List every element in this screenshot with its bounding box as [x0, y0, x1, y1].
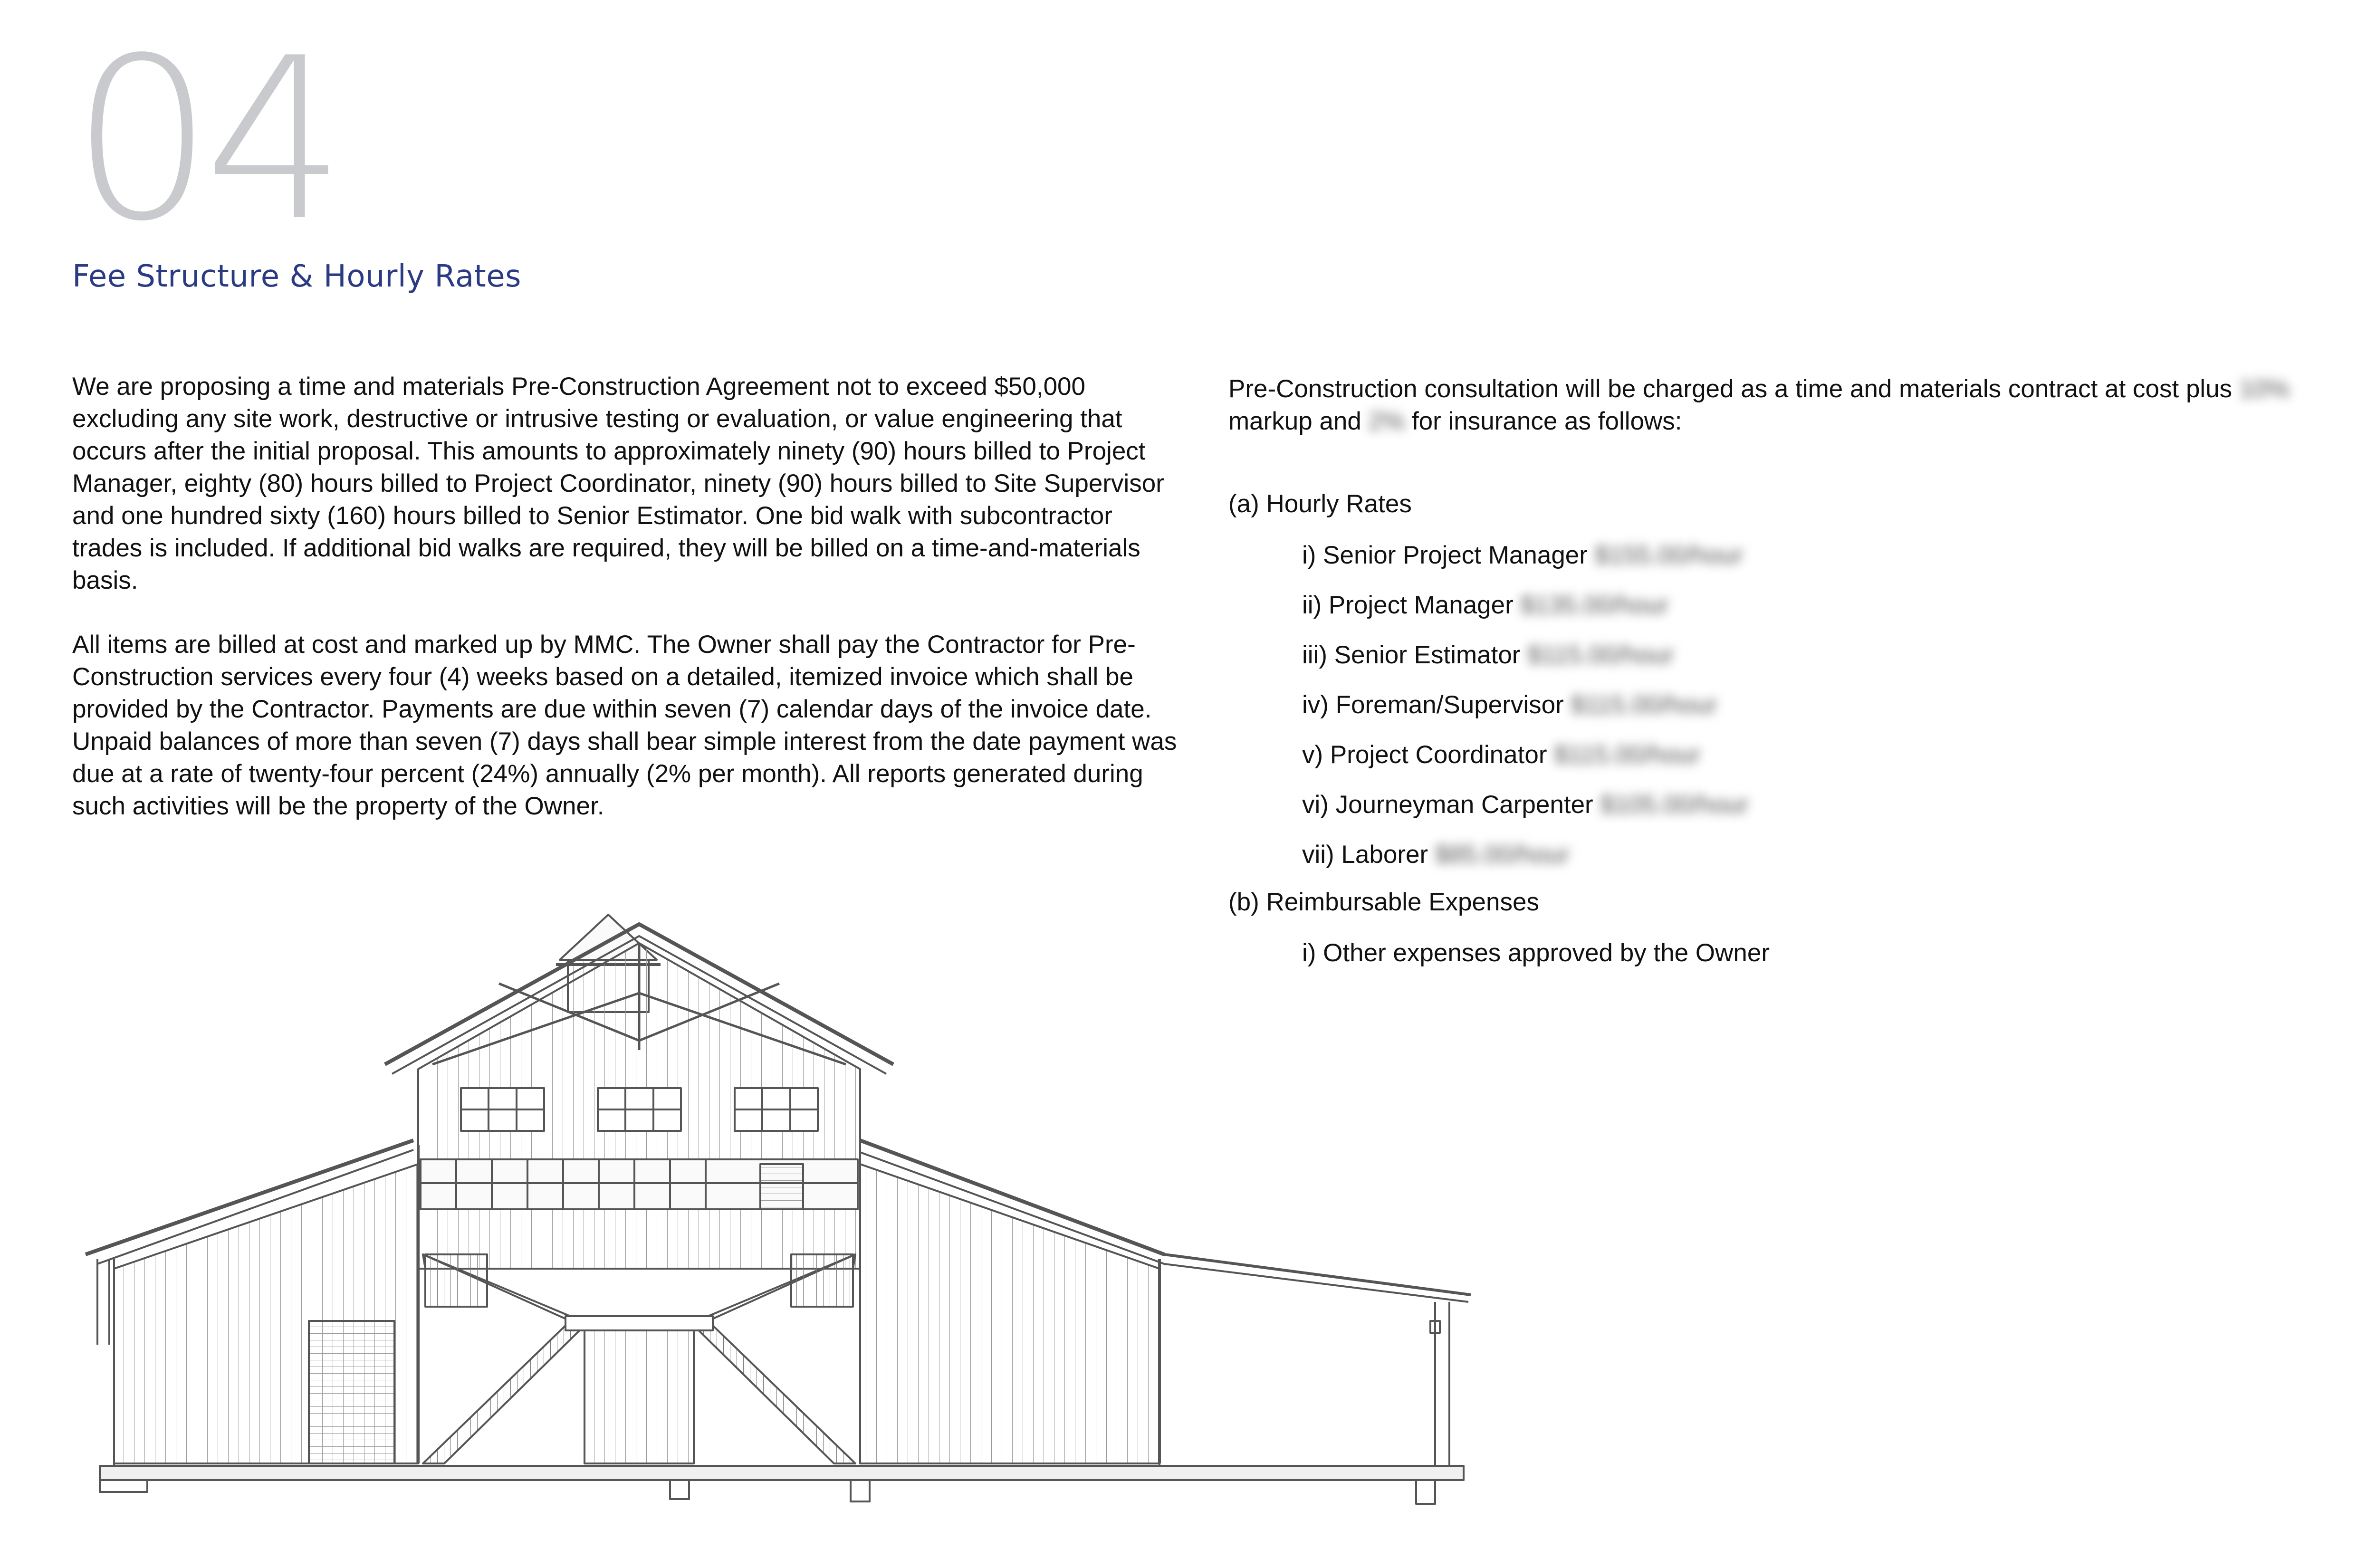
consultation-intro: [1228, 373, 2369, 438]
rate-value: $155.00/hour: [1594, 541, 1744, 569]
reimbursable-expenses-heading: (b) Reimbursable Expenses: [1228, 888, 1539, 916]
rate-item-foreman-supervisor: [1302, 689, 1749, 739]
billing-paragraph: All items are billed at cost and marked up by MMC. The Owner shall pay the Contractor for Pre-Construction services every four (4) weeks based on a detailed, itemized invoice which shall be provided by the Contractor. Payments are due within seven (7) calendar days of the invoice date. Unpaid balances of more than seven (7) days shall bear simple interest from the date payment was due at a rate of twenty-four percent (24%) annually (2% per month). All reports generated during such activities will be the property of the Owner.: [72, 631, 1177, 820]
lean-to-roof: [1164, 1254, 1471, 1295]
rate-value: $85.00/hour: [1435, 841, 1570, 869]
insurance-percent: 2%: [1368, 407, 1405, 435]
proposal-paragraph: We are proposing a time and materials Pre-Construction Agreement not to exceed $50,000 excluding any site work, destructive or intrusive testing or evaluation, or value engineering that occurs after the initial proposal. This amounts to approximately ninety (90) hours billed to Project Manager, eighty (80) hours billed to Project Coordinator, ninety (90) hours billed to Site Supervisor and one hundred sixty (160) hours billed to Senior Estimator. One bid walk with subcontractor trades is included. If additional bid walks are required, they will be billed on a time-and-materials basis.: [72, 373, 1164, 594]
rate-value: $135.00/hour: [1520, 591, 1669, 619]
rate-label: i) Senior Project Manager: [1302, 541, 1588, 569]
intro-text-3: for insurance as follows:: [1405, 407, 1682, 435]
rate-value: $115.00/hour: [1554, 741, 1701, 769]
rate-label: iii) Senior Estimator: [1302, 641, 1521, 669]
rate-item-journeyman-carpenter: [1302, 789, 1749, 839]
rate-label: ii) Project Manager: [1302, 591, 1514, 619]
stair-right: [689, 1321, 855, 1463]
rate-item-project-coordinator: [1302, 739, 1749, 789]
stair-left: [423, 1321, 589, 1463]
rate-value: $105.00/hour: [1600, 791, 1749, 819]
left-column: [72, 371, 1189, 854]
rate-label: vi) Journeyman Carpenter: [1302, 791, 1593, 819]
hourly-rates-list: [1302, 539, 1749, 889]
markup-percent: 10%: [2239, 375, 2290, 403]
rate-item-senior-project-manager: [1302, 539, 1749, 589]
section-title: Fee Structure & Hourly Rates: [72, 259, 521, 294]
loft-door: [760, 1164, 803, 1209]
expense-item: i) Other expenses approved by the Owner: [1302, 939, 1770, 967]
rate-value: $115.00/hour: [1527, 641, 1674, 669]
intro-text-2: markup and: [1228, 407, 1369, 435]
section-number: 04: [71, 10, 337, 270]
hourly-rates-heading: (a) Hourly Rates: [1228, 490, 1412, 518]
rate-label: iv) Foreman/Supervisor: [1302, 691, 1564, 719]
intro-text-1: Pre-Construction consultation will be charged as a time and materials contract at cost plus: [1228, 375, 2239, 403]
right-column: [1228, 373, 2369, 438]
barn-elevation-drawing: [71, 841, 1478, 1516]
rate-label: v) Project Coordinator: [1302, 741, 1547, 769]
foundation: [100, 1466, 1464, 1480]
rate-item-senior-estimator: [1302, 639, 1749, 689]
rate-value: $115.00/hour: [1571, 691, 1717, 719]
rate-item-project-manager: [1302, 589, 1749, 639]
barn-door: [309, 1321, 394, 1463]
stair-landing: [565, 1316, 713, 1330]
rate-label: vii) Laborer: [1302, 841, 1428, 869]
